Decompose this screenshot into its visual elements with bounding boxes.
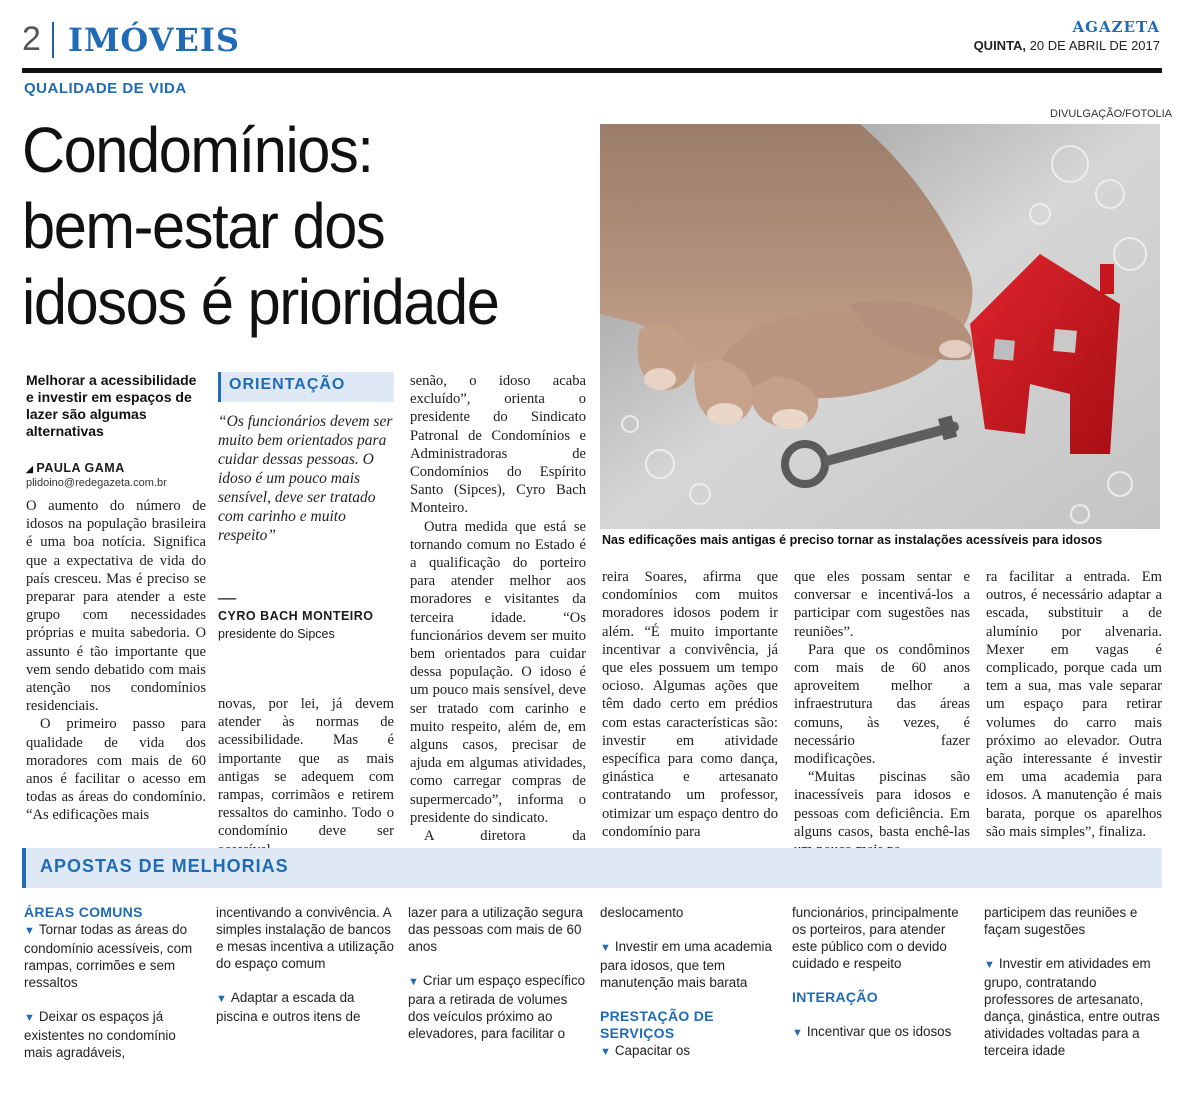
list-item-continued: incentivando a convivência. A simples instalação de bancos e mesas incentiva a utilização do espaço comum <box>216 905 394 971</box>
list-item-continued: funcionários, principalmente os porteiros, para atender este público com o devido cuidado e respeito <box>792 905 959 971</box>
improvements-column-3 <box>408 904 588 1059</box>
paragraph: novas, por lei, já devem atender às normas de acessibilidade. Mas é importante que as mais antigas se adequem com rampas, corrimãos e retirem ressaltos do caminho. Todo o condomínio deve ser <box>218 696 394 840</box>
issue-weekday: QUINTA, <box>973 38 1027 53</box>
section-title: IMÓVEIS <box>68 21 240 59</box>
list-item-text: Deixar os espaços já existentes no condomínio mais agradáveis, <box>24 1009 176 1060</box>
paragraph: A diretora da <box>424 828 586 845</box>
article-column-6 <box>986 568 1162 841</box>
paragraph: senão, o idoso acaba excluído”, orienta o presidente do Sindicato Patronal de Condomínios e Administradoras de Condomínios do Espírito Santo (Sipces), Cyro Bach Monteiro. <box>410 373 586 517</box>
list-item-text: Criar um espaço específico para a retirada de volumes dos veículos próximo ao elevadores, para facilitar o <box>408 973 586 1041</box>
newspaper-name: AGAZETA <box>1072 18 1160 36</box>
improvements-column-6 <box>984 904 1164 1076</box>
issue-date <box>974 38 1160 53</box>
list-item-continued: deslocamento <box>600 905 684 920</box>
list-item <box>24 1008 204 1061</box>
list-item-continued: lazer para a utilização segura das pessoas com mais de 60 anos <box>408 905 583 954</box>
author-email[interactable]: plidoino@redegazeta.com.br <box>26 477 167 489</box>
author-name: ◢ PAULA GAMA <box>26 461 167 475</box>
improvements-column-5 <box>792 904 972 1059</box>
article-column-3 <box>410 372 586 882</box>
paragraph: reira Soares, afirma que condomínios com muitos moradores idosos podem ir além. “É muito importante incentivar a convivência, já que eles possuem um tempo ocioso. Algumas ações que têm dado certo em prédios com estas características são: investir em atividade específica para como dança, ginástica e artesanato contratando um professor, otimizar um espaço dentro do condomínio para <box>602 569 778 840</box>
list-item <box>792 1023 972 1042</box>
quote-author-name: CYRO BACH MONTEIRO <box>218 609 374 623</box>
subheading-areas-comuns: ÁREAS COMUNS <box>24 904 143 920</box>
list-item-text: Incentivar que os idosos <box>806 1024 952 1039</box>
list-item <box>408 972 588 1042</box>
byline <box>26 461 167 489</box>
hand-key-house-illustration <box>600 124 1160 529</box>
list-item-continued: participem das reuniões e façam sugestões <box>984 905 1138 937</box>
sidebar-title: ORIENTAÇÃO <box>218 372 394 402</box>
list-item-text: Investir em atividades em grupo, contratando professores de artesanato, dança, ginástica, entre outras atividades voltadas para a terceira idade <box>984 956 1160 1058</box>
sidebar-dash: — <box>218 587 236 607</box>
headline-line-1: Condomínios: <box>22 114 373 186</box>
triangle-bullet-icon: ▼ <box>24 925 35 937</box>
improvements-column-4 <box>600 904 780 1078</box>
page-number: 2 <box>22 20 41 58</box>
list-item-text: Tornar todas as áreas do condomínio acessíveis, com rampas, corrimões e sem ressaltos <box>24 922 193 990</box>
article-column-4 <box>602 568 778 841</box>
list-item-text: Capacitar os <box>614 1043 691 1058</box>
improvements-column-1 <box>24 904 204 1078</box>
photo-caption: Nas edificações mais antigas é preciso tornar as instalações acessíveis para idosos <box>602 533 1103 547</box>
triangle-bullet-icon: ▼ <box>984 959 995 971</box>
subheading-prestacao-servicos: PRESTAÇÃO DE SERVIÇOS <box>600 1008 714 1041</box>
triangle-bullet-icon: ▼ <box>792 1027 803 1039</box>
quote-author-role: presidente do Sipces <box>218 627 335 641</box>
header-rule <box>22 68 1162 73</box>
paragraph: Outra medida que está se tornando comum no Estado é a qualificação do porteiro para atender melhor aos moradores e visitantes da terceira idade. “Os funcionários devem ser muito bem orientados para cuidar dessa população. O idoso é um pouco mais sensível, deve ser tratado com carinho e muito respeito, além de, em alguns casos, precisar de ajuda em algumas atividades, como carregar compras de supermercado”, informa o presidente do sindicato. <box>410 518 586 826</box>
article-column-5 <box>794 568 970 859</box>
issue-date-text: 20 DE ABRIL DE 2017 <box>1029 38 1160 53</box>
article-photo <box>600 124 1160 529</box>
improvements-column-2 <box>216 904 396 1042</box>
paragraph: que eles possam sentar e conversar e incentivá-los a participar com sugestões nas reuniões”. <box>794 569 970 640</box>
header-divider <box>52 22 54 58</box>
list-item <box>984 955 1164 1059</box>
photo-credit: DIVULGAÇÃO/FOTOLIA <box>1050 108 1173 120</box>
improvements-title: APOSTAS DE MELHORIAS <box>22 848 1162 888</box>
paragraph: Para que os condôminos com mais de 60 anos aproveitem melhor a infraestrutura das áreas comuns, às vezes, é necessário fazer modificações. <box>794 641 970 768</box>
paragraph: O aumento do número de idosos na população brasileira é uma boa notícia. Significa que a expectativa de vida do país cresceu. Mas é preciso se preparar para atender a este grupo com necessidades próprias e muita sabedoria. O assunto é tão importante que vem sendo debatido com mais atenção nos condomínios residenciais. <box>26 498 206 715</box>
subheading-interacao: INTERAÇÃO <box>792 989 878 1005</box>
article-kicker: QUALIDADE DE VIDA <box>24 80 187 97</box>
triangle-bullet-icon: ▼ <box>216 993 227 1005</box>
triangle-bullet-icon: ▼ <box>600 1046 611 1058</box>
triangle-bullet-icon: ▼ <box>408 976 419 988</box>
list-item-text: Adaptar a escada da piscina e outros itens de <box>216 990 361 1024</box>
sidebar-quote: “Os funcionários devem ser muito bem orientados para cuidar dessas pessoas. O idoso é um pouco mais sensível, deve ser tratado com carinho e muito respeito” <box>218 413 393 544</box>
article-column-2 <box>218 695 394 859</box>
list-item <box>24 921 204 991</box>
improvements-box <box>22 848 1162 1078</box>
orientation-sidebar <box>218 372 394 682</box>
masthead <box>974 18 1160 53</box>
triangle-bullet-icon: ▼ <box>24 1012 35 1024</box>
paragraph: O primeiro passo para qualidade de vida dos moradores com mais de 60 anos é facilitar o acesso em todas as áreas do condomínio. “As edificações mais <box>26 716 206 824</box>
headline-line-2: bem-estar dos <box>22 190 385 262</box>
article-headline <box>22 112 561 340</box>
article-lede: Melhorar a acessibilidade e investir em espaços de lazer são algumas alternativas <box>26 372 197 439</box>
list-item <box>600 1042 780 1061</box>
triangle-bullet-icon: ▼ <box>600 942 611 954</box>
headline-line-3: idosos é prioridade <box>22 266 499 338</box>
article-column-1 <box>26 497 206 825</box>
paragraph: ra facilitar a entrada. Em outros, é necessário adaptar a escada, substituir a de alumínio por alvenaria. Mexer em vagas é complicado, porque cada um tem a sua, mas vale separar um espaço para retirar volumes do carro mais próximo ao elevador. Outra ação interessante é investir em uma academia para idosos. A manutenção é mais barata, porque os aparelhos são mais simples”, finaliza. <box>986 569 1162 840</box>
list-item <box>600 938 780 991</box>
list-item-text: Investir em uma academia para idosos, que tem manutenção mais barata <box>600 939 772 990</box>
paragraph: “Muitas piscinas são inacessíveis para idosos e pessoas com deficiência. Em alguns casos, basta enchê-las <box>794 769 970 840</box>
list-item <box>216 989 396 1025</box>
